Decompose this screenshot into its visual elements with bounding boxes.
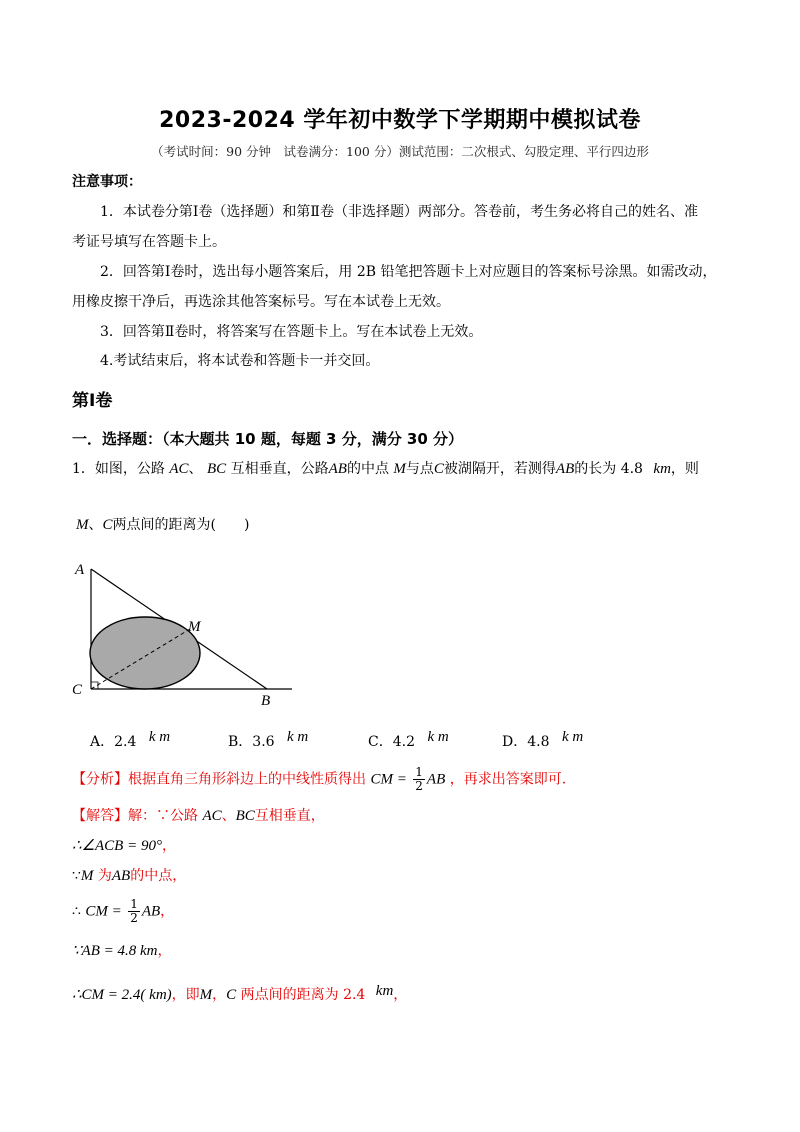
lake xyxy=(90,617,200,689)
question-1-figure xyxy=(60,555,320,715)
solution-line-1: 【解答】解：∵公路 AC、BC互相垂直， xyxy=(72,808,325,824)
option-b[interactable]: B．3.6 k m xyxy=(228,729,309,750)
page-title: 2023-2024 学年初中数学下学期期中模拟试卷 xyxy=(159,108,641,133)
label-c: C xyxy=(72,682,83,698)
solution-line-4: ∴ CM = $\frac{1}{2}$ AB， xyxy=(72,897,175,925)
solution-line-6: ∴CM = 2.4( km)，即M，C 两点间的距离为 2.4 km， xyxy=(72,983,408,1003)
part-heading: 第Ⅰ卷 xyxy=(72,391,113,411)
notice-item-3: 3．回答第Ⅱ卷时，将答案写在答题卡上。写在本试卷上无效。 xyxy=(100,324,483,340)
label-m: M xyxy=(188,619,201,635)
notice-item-1-line-2: 考证号填写在答题卡上。 xyxy=(72,234,226,250)
notice-heading: 注意事项： xyxy=(72,174,142,190)
exam-info: （考试时间：90 分钟 试卷满分：100 分）测试范围：二次根式、勾股定理、平行四边形 xyxy=(151,144,649,159)
notice-item-1-line-1: 1．本试卷分第Ⅰ卷（选择题）和第Ⅱ卷（非选择题）两部分。答卷前，考生务必将自己的姓名、准 xyxy=(100,204,698,220)
option-a[interactable]: A．2.4 k m xyxy=(90,729,171,750)
label-b: B xyxy=(261,693,271,709)
notice-item-2-line-2: 用橡皮擦干净后，再选涂其他答案标号。写在本试卷上无效。 xyxy=(72,294,450,310)
solution-line-3: ∵M 为AB的中点， xyxy=(72,868,187,884)
label-a: A xyxy=(75,562,85,578)
analysis: 【分析】根据直角三角形斜边上的中线性质得出 CM = $\frac{1}{2}$ AB ，再求出答案即可. xyxy=(72,765,567,793)
option-c[interactable]: C．4.2 k m xyxy=(368,729,449,750)
section-heading: 一．选择题：（本大题共 10 题，每题 3 分，满分 30 分） xyxy=(72,430,464,448)
question-1-line-1: 1．如图，公路 AC、 BC 互相垂直，公路AB的中点 M与点C被湖隔开，若测得AB的长为 4.8 km，则 xyxy=(72,461,699,477)
solution-line-2: ∴∠ACB = 90°， xyxy=(72,838,176,854)
solution-line-5: ∵AB = 4.8 km， xyxy=(72,943,172,959)
question-1-line-2: M、C两点间的距离为( ) xyxy=(76,517,250,533)
notice-item-4: 4.考试结束后，将本试卷和答题卡一并交回。 xyxy=(100,353,380,369)
option-d[interactable]: D．4.8 k m xyxy=(502,729,584,750)
notice-item-2-line-1: 2．回答第Ⅰ卷时，选出每小题答案后，用 2B 铅笔把答题卡上对应题目的答案标号涂黑。如需改动， xyxy=(100,264,717,280)
